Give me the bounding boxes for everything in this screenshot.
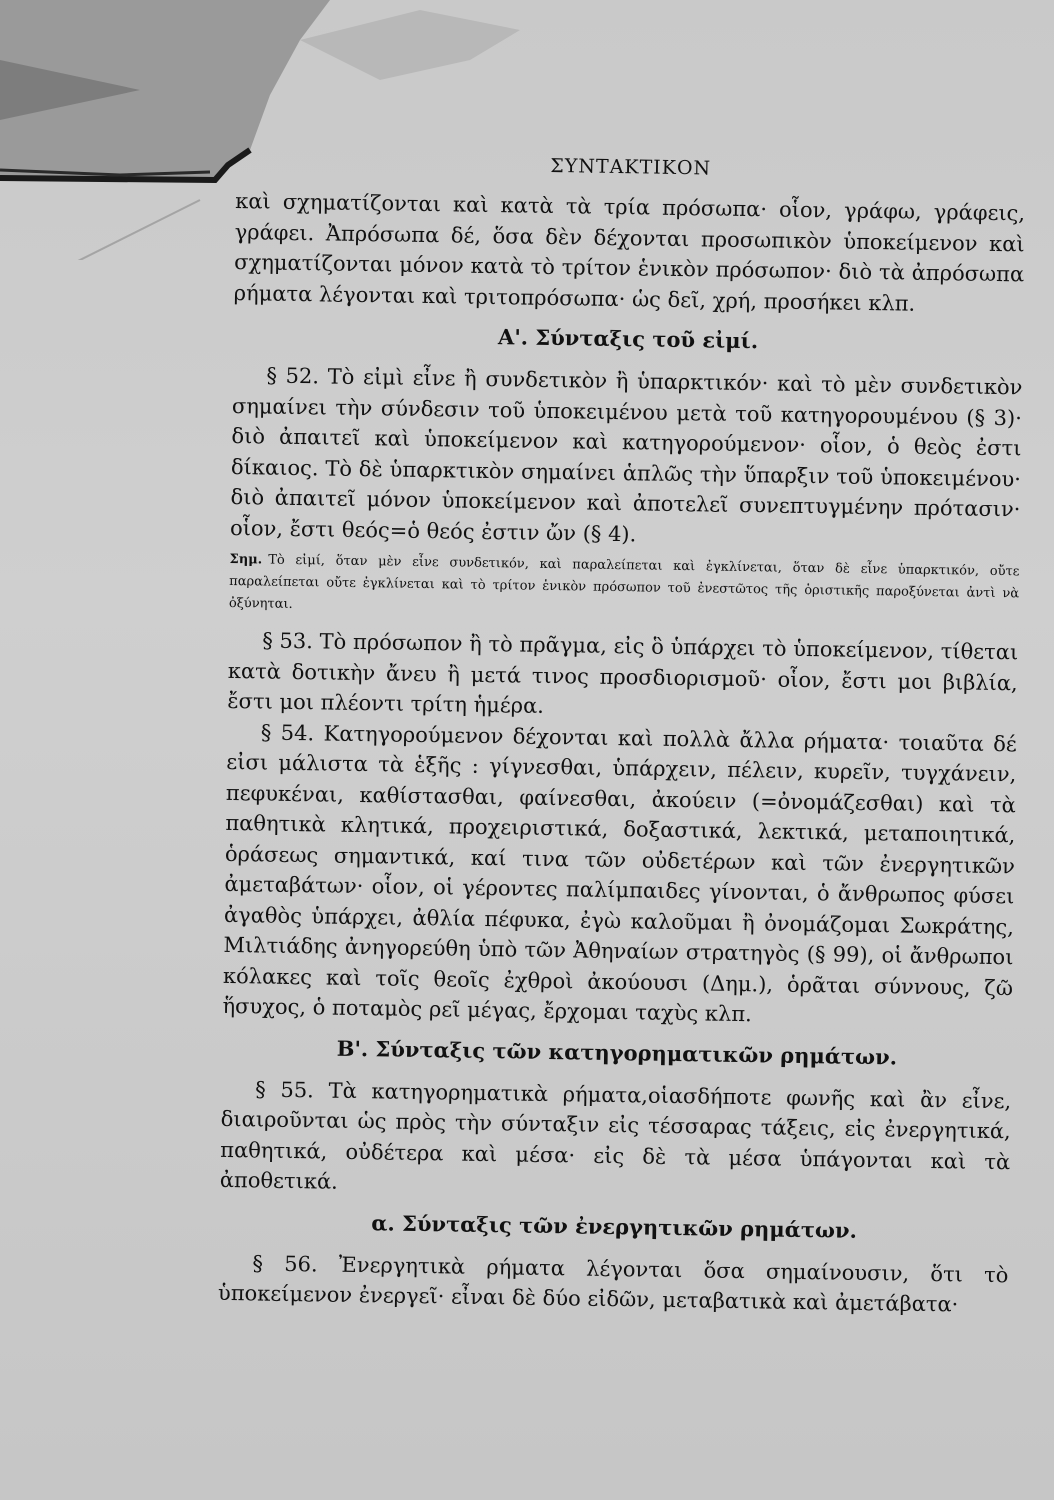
page-content [218, 150, 1026, 1321]
paragraph-55: § 55. Τὰ κατηγορηματικὰ ρήματα,οἱασδήποτε φωνῆς καὶ ἂν εἶνε, διαιροῦνται ὡς πρὸς τὴν σύνταξιν εἰς τέσσαρας τάξεις, εἰς ἐνεργητικά, παθητικά, οὐδέτερα καὶ μέσα· εἰς δὲ τὰ μέσα ὑπάγονται καὶ τὰ ἀποθετικά. [219, 1076, 1012, 1194]
paragraph-54: § 54. Κατηγορούμενον δέχονται καὶ πολλὰ ἄλλα ρήματα· τοιαῦτα δέ εἰσι μάλιστα τὰ ἑξῆς : γίγνεσθαι, ὑπάρχειν, πέλειν, κυρεῖν, τυγχάνειν, πεφυκέναι, καθίστασθαι, φαίνεσθαι, ἀκούειν (=ὀνομάζεσθαι) καὶ τὰ παθητικὰ κλητικά, προχειριστικά, δοξαστικά, λεκτικά, μεταποιητικά, ὁράσεως σημαντικά, καί τινα τῶν οὐδετέρων καὶ τῶν ἐνεργητικῶν ἀμεταβάτων· οἷον, οἱ γέροντες παλίμπαιδες γίνονται, ὁ ἄνθρωπος φύσει ἀγαθὸς ὑπάρχει, ἀθλία πέφυκα, ἐγὼ καλοῦμαι ἢ ὀνομάζομαι Σωκράτης, Μιλτιάδης ἀνηγορεύθη ὑπὸ τῶν Ἀθηναίων στρατηγὸς (§ 99), οἱ ἄνθρωποι κόλακες καὶ τοῖς θεοῖς ἐχθροὶ ἀκούουσι (Δημ.), ὁρᾶται σύννους, ζῶ ἥσυχος, ὁ ποταμὸς ρεῖ μέγας, ἔρχομαι ταχὺς κλπ. [222, 719, 1017, 1027]
paragraph-continued: καὶ σχηματίζονται καὶ κατὰ τὰ τρία πρόσωπα· οἷον, γράφω, γράφεις, γράφει. Ἀπρόσωπα δέ, ὅσα δὲν δέχονται προσωπικὸν ὑποκείμενον καὶ σχηματίζονται μόνον κατὰ τὸ τρίτον ἑνικὸν πρόσωπον· διὸ τὰ ἀπρόσωπα ρήματα λέγονται καὶ τριτοπρόσωπα· ὡς δεῖ, χρή, προσήκει κλπ. [233, 188, 1026, 316]
paragraph-56: § 56. Ἐνεργητικὰ ρήματα λέγονται ὅσα σημαίνουσιν, ὅτι τὸ ὑποκείμενον ἐνεργεῖ· εἶναι δὲ δύο εἰδῶν, μεταβατικὰ καὶ ἀμετάβατα· [217, 1250, 1009, 1317]
note-text: Τὸ εἰμί, ὅταν μὲν εἶνε συνδετικόν, καὶ παραλείπεται καὶ ἐγκλίνεται, ὅταν δὲ εἶνε ὑπαρκτικόν, οὔτε παραλείπεται οὔτε ἐγκλίνεται καὶ τὸ τρίτον ἑνικὸν πρόσωπον τοῦ ἐνεστῶτος τῆς ὁριστικῆς παροξύνεται ἀντὶ νὰ ὀξύνηται. [228, 552, 1020, 612]
paragraph-52: § 52. Τὸ εἰμὶ εἶνε ἢ συνδετικὸν ἢ ὑπαρκτικόν· καὶ τὸ μὲν συνδετικὸν σημαίνει τὴν σύνδεσιν τοῦ ὑποκειμένου μετὰ τοῦ κατηγορουμένου (§ 3)· διὸ ἀπαιτεῖ καὶ ὑποκείμενον καὶ κατηγορούμενον· οἷον, ὁ θεὸς ἐστι δίκαιος. Τὸ δὲ ὑπαρκτικὸν σημαίνει ἁπλῶς τὴν ὕπαρξιν τοῦ ὑποκειμένου· διὸ ἀπαιτεῖ μόνον ὑποκείμενον καὶ ἀποτελεῖ συνεπτυγμένην πρότασιν· οἷον, ἔστι θεός=ὁ θεός ἐστιν ὤν (§ 4). [229, 363, 1023, 546]
paragraph-53: § 53. Τὸ πρόσωπον ἢ τὸ πρᾶγμα, εἰς ὃ ὑπάρχει τὸ ὑποκείμενον, τίθεται κατὰ δοτικὴν ἄνευ ἢ μετά τινος προσδιορισμοῦ· οἷον, ἔστι μοι βιβλία, ἔστι μοι πλέοντι τρίτη ἡμέρα. [227, 628, 1019, 718]
footnote-remark [229, 549, 1020, 627]
section-heading-b: Β'. Σύνταξις τῶν κατηγορηματικῶν ρημάτων. [336, 1035, 898, 1069]
section-heading-a: Α'. Σύνταξις τοῦ εἰμί. [497, 324, 759, 354]
running-head: ΣΥΝΤΑΚΤΙΚΟΝ [550, 154, 712, 180]
note-label: Σημ. [229, 551, 263, 568]
subsection-heading-alpha: α. Σύνταξις τῶν ἐνεργητικῶν ρημάτων. [371, 1209, 858, 1243]
